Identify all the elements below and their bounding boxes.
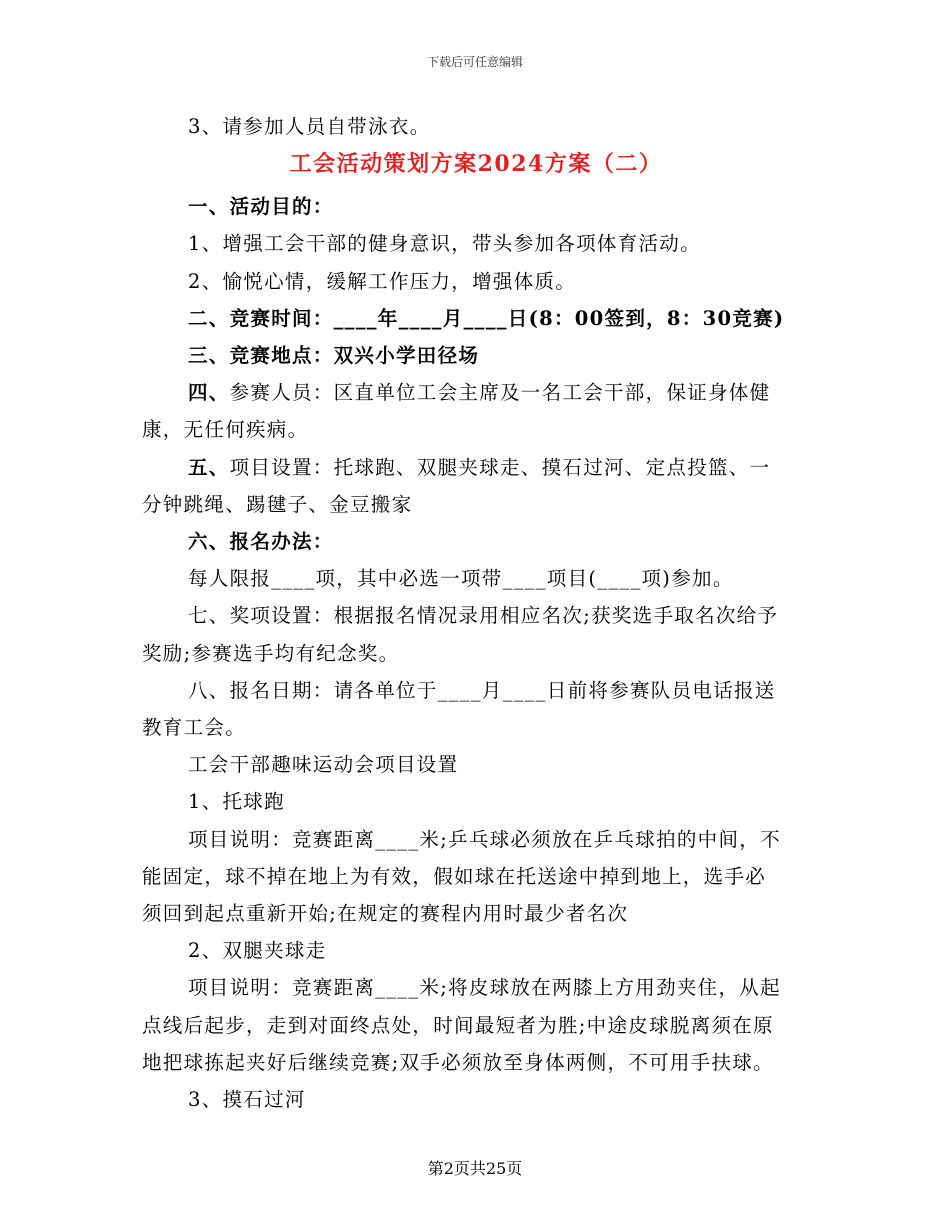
paragraph-events — [142, 449, 810, 486]
paragraph-events-cont: 分钟跳绳、踢毽子、金豆搬家 — [142, 492, 413, 516]
event-1-title: 1、托球跑 — [188, 790, 285, 814]
event-2-title: 2、双腿夹球走 — [188, 939, 327, 963]
paragraph-registration: 每人限报____项，其中必选一项带____项目(____项)参加。 — [188, 567, 734, 591]
event-1-desc: 项目说明：竞赛距离____米;乒乓球必须放在乒乓球拍的中间，不 — [188, 827, 781, 851]
paragraph-registration-date-cont: 教育工会。 — [142, 716, 247, 740]
heading-registration: 六、报名办法： — [188, 530, 334, 554]
events-text: 项目设置：托球跑、双腿夹球走、摸石过河、定点投篮、一 — [229, 455, 771, 479]
event-3-title: 3、摸石过河 — [188, 1088, 306, 1112]
paragraph-awards-cont: 奖励;参赛选手均有纪念奖。 — [142, 641, 400, 665]
subheading-event-settings: 工会干部趣味运动会项目设置 — [188, 753, 459, 777]
section-number-five: 五、 — [188, 455, 230, 479]
event-1-desc-cont-2: 须回到起点重新开始;在规定的赛程内用时最少者名次 — [142, 902, 629, 926]
event-2-desc-cont-2: 地把球拣起夹好后继续竞赛;双手必须放至身体两侧，不可用手扶球。 — [142, 1050, 774, 1074]
page-header-note: 下载后可任意编辑 — [426, 55, 523, 69]
participants-text: 参赛人员：区直单位工会主席及一名工会干部，保证身体健 — [229, 381, 771, 405]
document-title: 工会活动策划方案2024方案（二） — [289, 151, 663, 178]
event-2-desc: 项目说明：竞赛距离____米;将皮球放在两膝上方用劲夹住，从起 — [188, 976, 781, 1000]
paragraph-awards: 七、奖项设置：根据报名情况录用相应名次;获奖选手取名次给予 — [188, 604, 779, 628]
paragraph-participants — [142, 374, 810, 411]
paragraph-registration-date: 八、报名日期：请各单位于____月____日前将参赛队员电话报送 — [188, 678, 776, 702]
event-1-desc-cont-1: 能固定，球不掉在地上为有效，假如球在托送途中掉到地上，选手必 — [142, 864, 767, 888]
page-number: 第2页共25页 — [427, 1159, 523, 1178]
section-number-four: 四、 — [188, 381, 230, 405]
heading-competition-venue: 三、竞赛地点：双兴小学田径场 — [188, 344, 480, 368]
paragraph-swimsuit: 3、请参加人员自带泳衣。 — [188, 115, 431, 138]
event-2-desc-cont-1: 点线后起步，走到对面终点处，时间最短者为胜;中途皮球脱离须在原 — [142, 1013, 774, 1037]
heading-competition-time: 二、竞赛时间：____年____月____日(8：00签到，8：30竞赛) — [188, 306, 785, 330]
paragraph-participants-cont: 康，无任何疾病。 — [142, 418, 309, 442]
document-body — [142, 108, 810, 1118]
paragraph-purpose-2: 2、愉悦心情，缓解工作压力，增强体质。 — [188, 269, 577, 293]
heading-purpose: 一、活动目的： — [188, 195, 334, 219]
paragraph-purpose-1: 1、增强工会干部的健身意识，带头参加各项体育活动。 — [188, 232, 701, 256]
